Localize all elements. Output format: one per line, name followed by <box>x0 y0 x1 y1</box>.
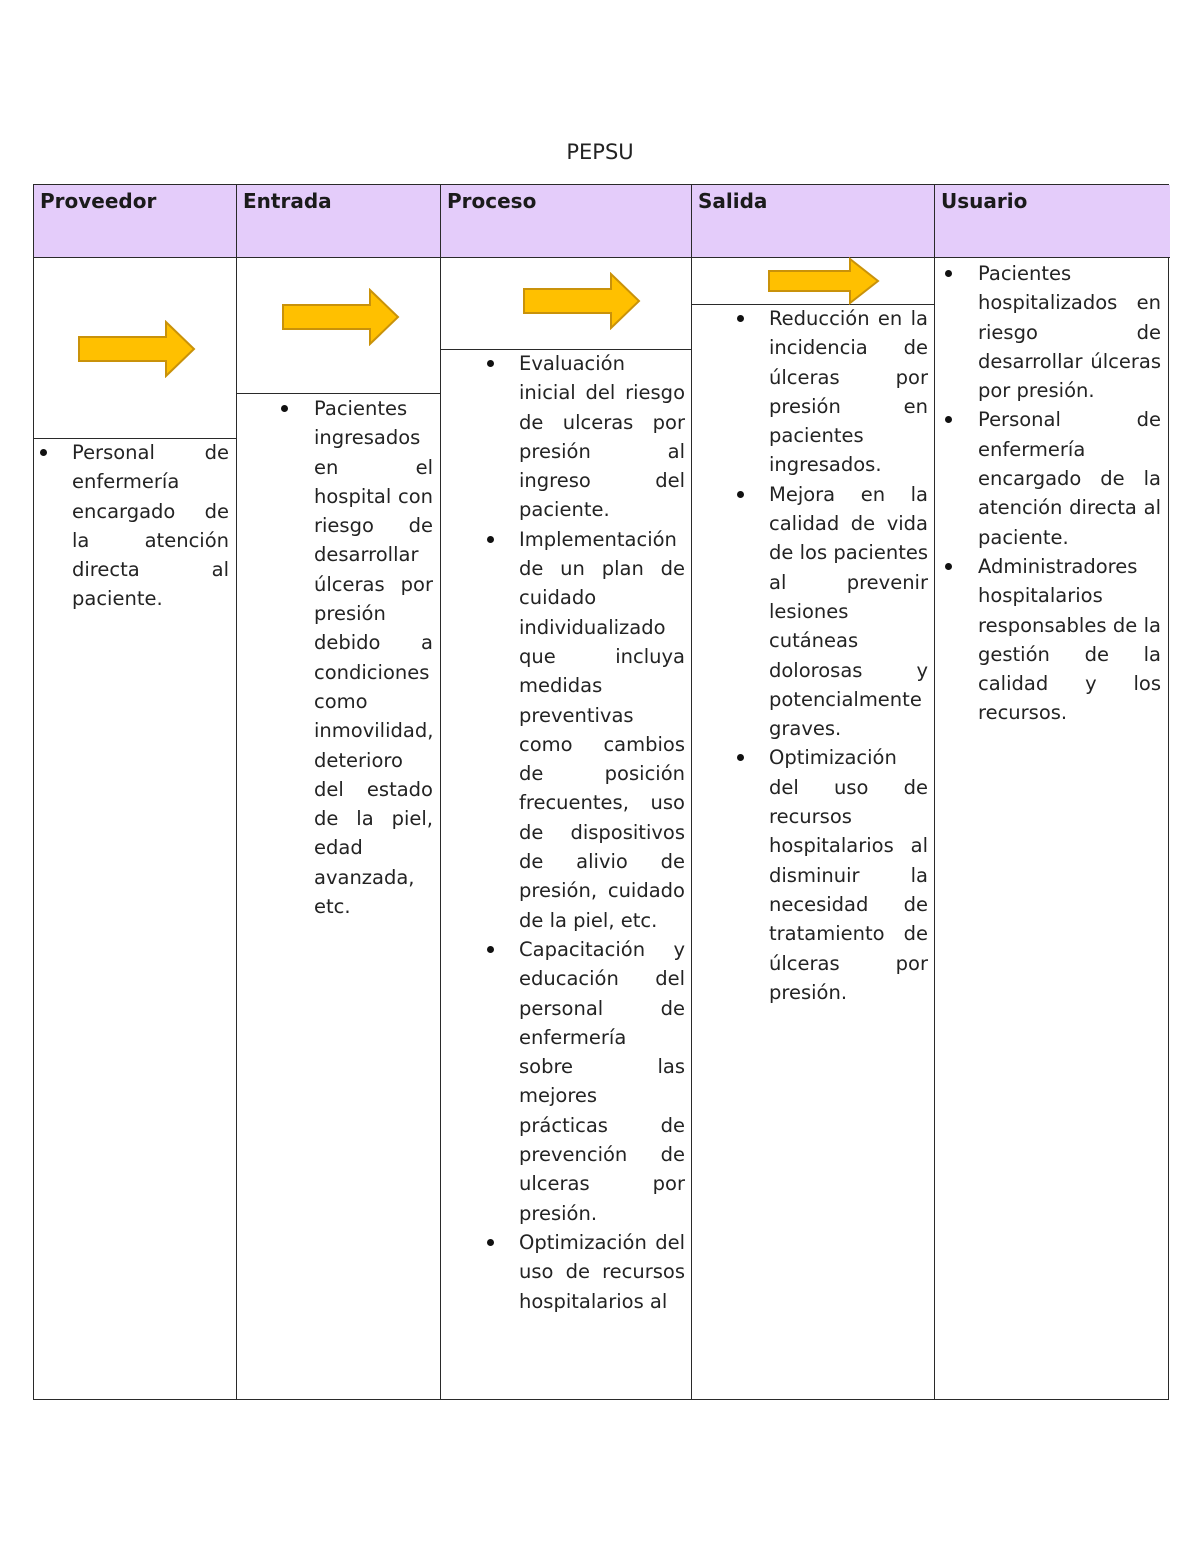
bullet-dot-icon <box>487 1239 494 1246</box>
right-arrow-icon <box>78 320 196 378</box>
list-entrada <box>314 394 433 921</box>
bullet-dot-icon <box>487 360 494 367</box>
list-usuario <box>978 259 1161 728</box>
bullet-dot-icon <box>945 416 952 423</box>
bullet-dot-icon <box>945 563 952 570</box>
bullet-dot-icon <box>737 754 744 761</box>
column-proveedor <box>34 185 237 1399</box>
list-proveedor <box>72 438 229 614</box>
column-usuario <box>935 185 1170 1399</box>
header-proveedor: Proveedor <box>34 185 236 258</box>
column-salida <box>692 185 935 1399</box>
pepsu-table <box>33 184 1169 1400</box>
list-item: Optimización del uso de recursos hospitalarios al <box>519 1228 685 1316</box>
bullet-dot-icon <box>737 315 744 322</box>
header-proceso: Proceso <box>441 185 691 258</box>
list-item: Optimización del uso de recursos hospitalarios al disminuir la necesidad de tratamiento de úlceras por presión. <box>769 743 928 1007</box>
column-proceso <box>441 185 692 1399</box>
list-item: Evaluación inicial del riesgo de ulceras por presión al ingreso del paciente. <box>519 349 685 525</box>
list-proceso <box>519 349 685 1316</box>
arrow-cell <box>34 258 236 439</box>
list-item: Pacientes ingresados en el hospital con riesgo de desarrollar úlceras por presión debido a condiciones como inmovilidad, deterioro del estado de la piel, edad avanzada, etc. <box>314 394 433 921</box>
bullet-dot-icon <box>281 405 288 412</box>
arrow-cell <box>692 258 934 305</box>
page-title: PEPSU <box>566 140 634 164</box>
arrow-cell <box>237 258 440 394</box>
list-item: Pacientes hospitalizados en riesgo de desarrollar úlceras por presión. <box>978 259 1161 405</box>
list-item: Implementación de un plan de cuidado individualizado que incluya medidas preventivas como cambios de posición frecuentes, uso de dispositivos de alivio de presión, cuidado de la piel, etc. <box>519 525 685 935</box>
right-arrow-icon <box>282 288 400 346</box>
arrow-cell <box>441 258 691 350</box>
column-entrada <box>237 185 441 1399</box>
right-arrow-icon <box>523 272 641 330</box>
bullet-dot-icon <box>487 536 494 543</box>
list-item: Administradores hospitalarios responsables de la gestión de la calidad y los recursos. <box>978 552 1161 728</box>
header-entrada: Entrada <box>237 185 440 258</box>
bullet-dot-icon <box>487 946 494 953</box>
list-item: Capacitación y educación del personal de enfermería sobre las mejores prácticas de prevención de ulceras por presión. <box>519 935 685 1228</box>
list-item: Reducción en la incidencia de úlceras por presión en pacientes ingresados. <box>769 304 928 480</box>
list-item: Personal de enfermería encargado de la atención directa al paciente. <box>978 405 1161 551</box>
bullet-dot-icon <box>945 270 952 277</box>
header-salida: Salida <box>692 185 934 258</box>
list-salida <box>769 304 928 1007</box>
bullet-dot-icon <box>40 449 47 456</box>
bullet-dot-icon <box>737 491 744 498</box>
list-item: Personal de enfermería encargado de la atención directa al paciente. <box>72 438 229 614</box>
list-item: Mejora en la calidad de vida de los pacientes al prevenir lesiones cutáneas dolorosas y potencialmente graves. <box>769 480 928 744</box>
right-arrow-icon <box>768 257 880 305</box>
header-usuario: Usuario <box>935 185 1170 258</box>
